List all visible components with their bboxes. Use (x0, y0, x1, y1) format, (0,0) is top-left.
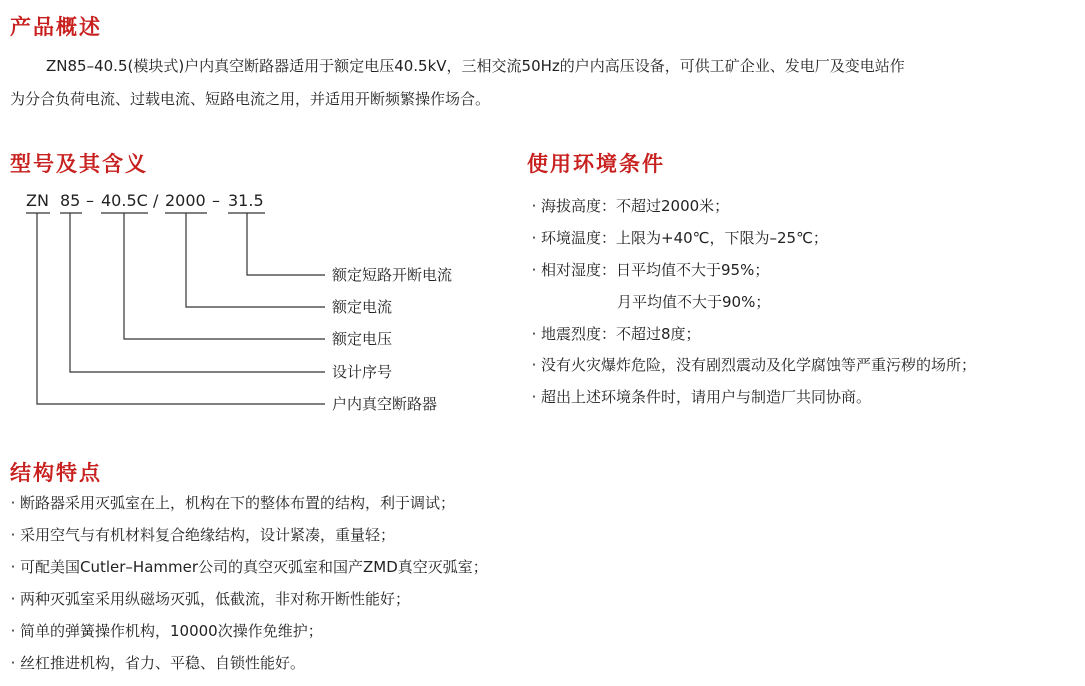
list-item: · 丝杠推进机构，省力、平稳、自锁性能好。 (6, 653, 305, 673)
model-code-voltage: 40.5C (101, 191, 148, 210)
bullet-dot: · (531, 388, 537, 406)
bullet-dot: · (10, 590, 16, 608)
list-item: · 两种灭弧室采用纵磁场灭弧，低截流，非对称开断性能好； (6, 589, 410, 609)
list-item: · 相对湿度：日平均值不大于95%； (527, 260, 769, 280)
bullet-dot: · (10, 558, 16, 576)
list-item: · 采用空气与有机材料复合绝缘结构，设计紧凑，重量轻； (6, 525, 395, 545)
leader-breaking-current (247, 213, 325, 275)
model-code-slash: / (153, 191, 159, 210)
list-item: · 没有火灾爆炸危险，没有剧烈震动及化学腐蚀等严重污秽的场所； (527, 355, 976, 375)
list-item: · 超出上述环境条件时，请用户与制造厂共同协商。 (527, 387, 871, 407)
environment-heading: 使用环境条件 (527, 152, 665, 176)
humidity-monthly: 月平均值不大于90%； (617, 293, 771, 311)
meaning-rated-current: 额定电流 (332, 298, 393, 316)
model-code-current: 2000 (165, 191, 206, 210)
bullet-dot: · (10, 494, 16, 512)
list-item: · 断路器采用灭弧室在上，机构在下的整体布置的结构，利于调试； (6, 493, 455, 513)
list-item: · 简单的弹簧操作机构，10000次操作免维护； (6, 621, 323, 641)
bullet-dot: · (10, 654, 16, 672)
model-heading: 型号及其含义 (10, 152, 148, 176)
model-code-breaking: 31.5 (228, 191, 264, 210)
bullet-dot: · (531, 261, 537, 279)
bullet-dot: · (531, 229, 537, 247)
meaning-breaking-current: 额定短路开断电流 (332, 266, 453, 284)
list-item: · 海拔高度：不超过2000米； (527, 196, 729, 216)
bullet-dot: · (531, 356, 537, 374)
list-item: · 地震烈度：不超过8度； (527, 324, 701, 344)
overview-line-2: 为分合负荷电流、过载电流、短路电流之用，并适用开断频繁操作场合。 (10, 90, 491, 108)
model-code-zn: ZN (26, 191, 49, 210)
model-code-dash-1: – (86, 191, 94, 210)
list-item: · 环境温度：上限为+40℃，下限为–25℃； (527, 228, 828, 248)
overview-line-1: ZN85–40.5(模块式)户内真空断路器适用于额定电压40.5kV，三相交流50Hz的户内高压设备，可供工矿企业、发电厂及变电站作 (46, 57, 905, 75)
meaning-indoor-vacuum-breaker: 户内真空断路器 (332, 395, 438, 413)
list-item: · 可配美国Cutler–Hammer公司的真空灭弧室和国产ZMD真空灭弧室； (6, 557, 488, 577)
meaning-rated-voltage: 额定电压 (332, 330, 393, 348)
leader-rated-current (186, 213, 325, 307)
bullet-dot: · (531, 197, 537, 215)
leader-design-number (70, 213, 325, 372)
structure-heading: 结构特点 (10, 461, 102, 485)
leader-rated-voltage (124, 213, 325, 339)
meaning-design-number: 设计序号 (332, 363, 393, 381)
bullet-dot: · (531, 325, 537, 343)
model-code-dash-2: – (212, 191, 220, 210)
bullet-dot: · (10, 526, 16, 544)
model-designation-diagram (0, 180, 520, 425)
overview-heading: 产品概述 (10, 15, 102, 39)
leader-indoor-vacuum (37, 213, 325, 404)
bullet-dot: · (10, 622, 16, 640)
model-code-85: 85 (60, 191, 81, 210)
